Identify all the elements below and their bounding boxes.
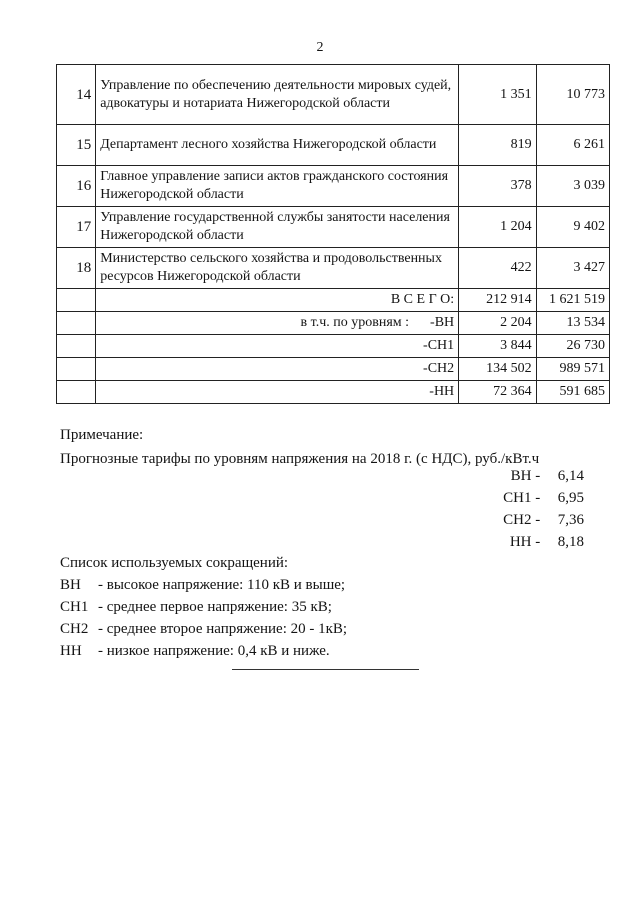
organization-name: Департамент лесного хозяйства Нижегородской области [96,125,459,166]
abbreviations-section [60,552,347,662]
level-row [57,335,610,358]
table-row [57,248,610,289]
level-row [57,358,610,381]
abbreviation-desc: - среднее второе напряжение: 20 - 1кВ; [98,621,348,637]
row-number: 18 [57,248,96,289]
abbreviation-item [60,596,347,618]
tariff-value: 6,95 [557,490,584,506]
note-section [60,423,620,471]
tariff-value: 8,18 [557,534,584,550]
tariff-item [510,531,584,553]
consumption-table [56,64,610,404]
tariff-item [511,465,584,487]
tariff-value: 7,36 [557,512,584,528]
page-number: 2 [316,40,324,55]
level-value-2: 591 685 [536,381,609,404]
organization-name: Главное управление записи актов гражданского состояния Нижегородской области [96,166,459,207]
level-label: -СН1 [96,335,459,358]
value-col-1: 422 [459,248,536,289]
tariff-label: СН2 - [503,512,541,528]
row-number: 15 [57,125,96,166]
value-col-2: 3 427 [536,248,609,289]
abbreviation-code: ВН [60,577,81,593]
level-value-2: 13 534 [536,312,609,335]
value-col-2: 6 261 [536,125,609,166]
tariff-label: СН1 - [503,490,541,506]
total-label: В С Е Г О: [96,289,459,312]
tariff-label: НН - [509,534,541,550]
note-text: Прогнозные тарифы по уровням напряжения на 2018 г. (с НДС), руб./кВт.ч [60,451,540,467]
abbreviation-code: СН1 [60,599,89,615]
level-value-2: 26 730 [536,335,609,358]
tariff-item [503,487,584,509]
organization-name: Министерство сельского хозяйства и продовольственных ресурсов Нижегородской области [96,248,459,289]
level-row [57,312,610,335]
level-label: -НН [96,381,459,404]
total-value-1: 212 914 [459,289,536,312]
abbreviation-desc: - среднее первое напряжение: 35 кВ; [98,599,332,615]
level-value-1: 134 502 [459,358,536,381]
level-value-1: 72 364 [459,381,536,404]
value-col-1: 378 [459,166,536,207]
value-col-1: 1 351 [459,65,536,125]
level-label: -СН2 [96,358,459,381]
level-label: в т.ч. по уровням : -ВН [96,312,459,335]
level-value-1: 3 844 [459,335,536,358]
table-row [57,125,610,166]
value-col-1: 819 [459,125,536,166]
abbreviation-code: НН [60,643,82,659]
tariff-item [503,509,584,531]
abbreviation-code: СН2 [60,621,89,637]
row-number: 17 [57,207,96,248]
abbreviation-item [60,618,347,640]
abbreviation-desc: - низкое напряжение: 0,4 кВ и ниже. [98,643,330,659]
total-row [57,289,610,312]
table-row [57,207,610,248]
table-row [57,65,610,125]
level-row [57,381,610,404]
closing-divider [232,669,419,670]
organization-name: Управление государственной службы занятости населения Нижегородской области [96,207,459,248]
table-row [57,166,610,207]
abbreviation-item [60,574,347,596]
organization-name: Управление по обеспечению деятельности мировых судей, адвокатуры и нотариата Нижегородской области [96,65,459,125]
value-col-2: 10 773 [536,65,609,125]
abbreviation-item [60,640,347,662]
tariff-value: 6,14 [557,468,584,484]
level-value-2: 989 571 [536,358,609,381]
abbreviation-desc: - высокое напряжение: 110 кВ и выше; [98,577,346,593]
row-number: 16 [57,166,96,207]
level-value-1: 2 204 [459,312,536,335]
value-col-2: 9 402 [536,207,609,248]
tariff-label: ВН - [510,468,541,484]
note-title: Примечание: [60,427,144,443]
row-number: 14 [57,65,96,125]
abbreviations-title: Список используемых сокращений: [60,555,289,571]
value-col-2: 3 039 [536,166,609,207]
total-value-2: 1 621 519 [536,289,609,312]
value-col-1: 1 204 [459,207,536,248]
